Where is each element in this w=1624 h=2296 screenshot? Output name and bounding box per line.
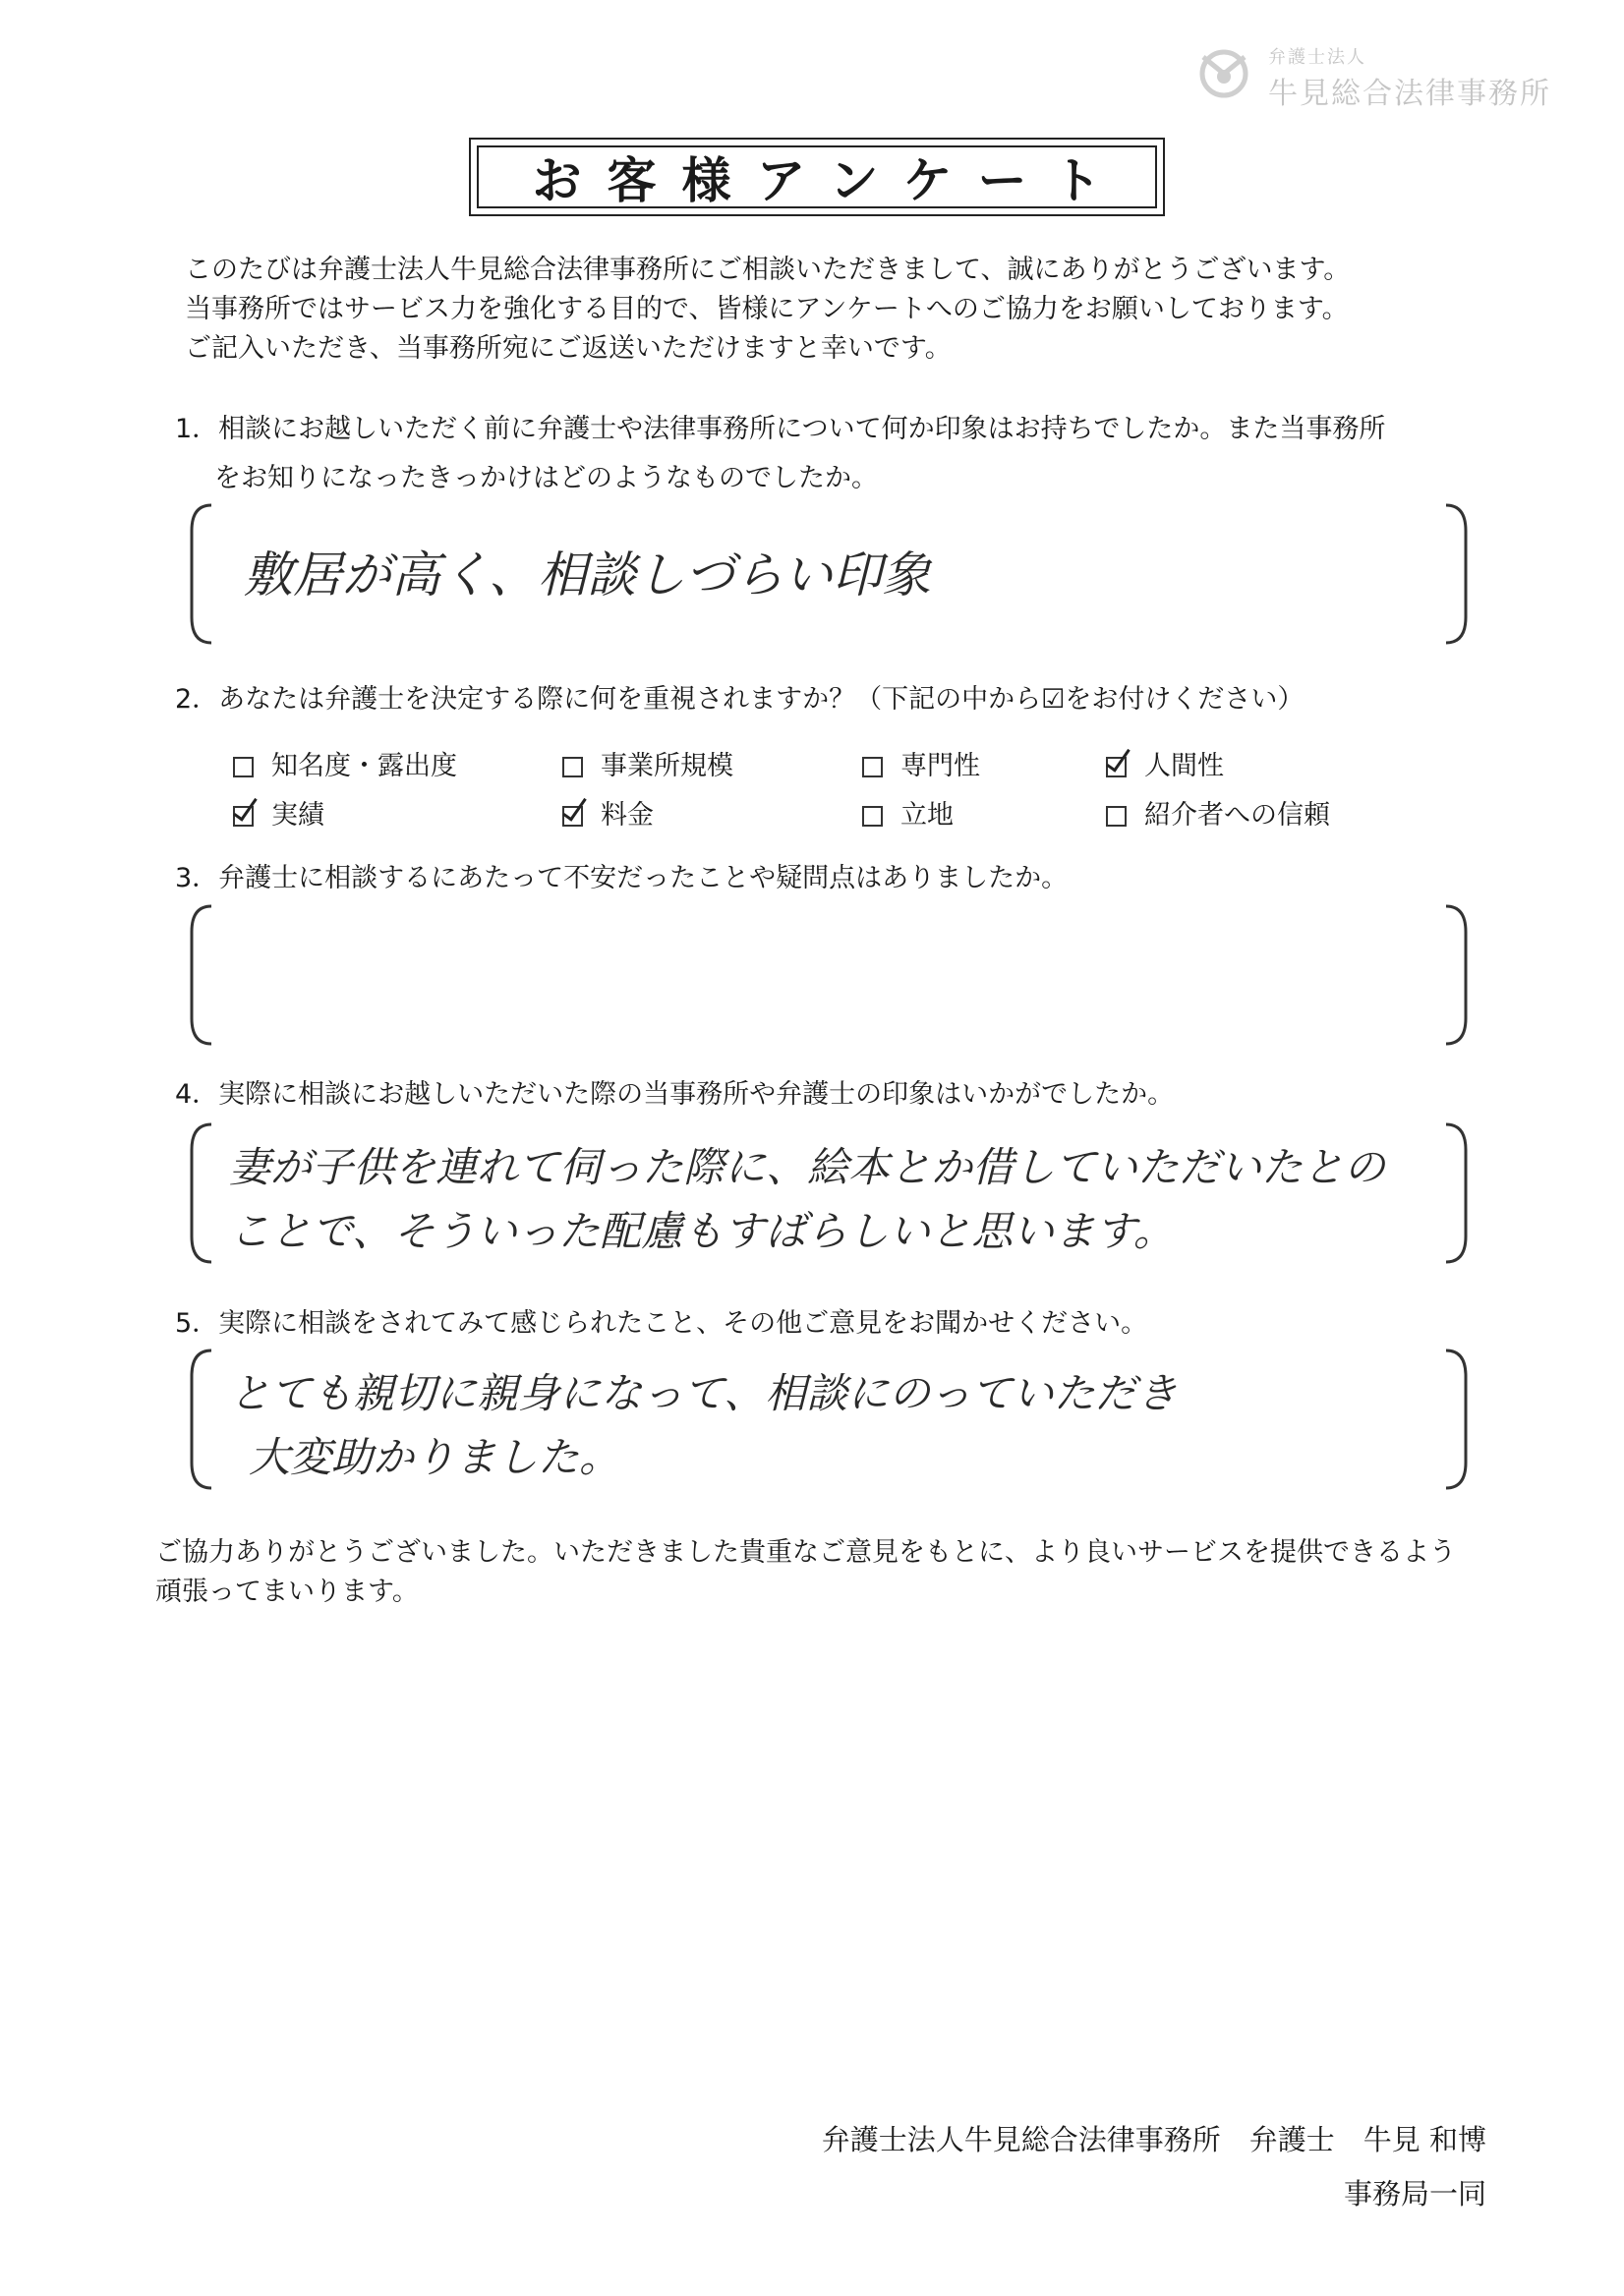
checkbox-location[interactable] xyxy=(862,806,883,827)
option-label: 紹介者への信頼 xyxy=(1144,800,1330,831)
answer-4-line-2: ことで、そういった配慮もすばらしいと思います。 xyxy=(229,1207,1175,1255)
checkbox-track-record[interactable] xyxy=(233,806,254,827)
option-office-size xyxy=(562,747,733,786)
option-label: 人間性 xyxy=(1144,751,1224,781)
answer-1-text: 敷居が高く、相談しづらい印象 xyxy=(244,546,931,603)
option-label: 立地 xyxy=(900,800,954,831)
intro-line: 当事務所ではサービス力を強化する目的で、皆様にアンケートへのご協力をお願いしております。 xyxy=(185,294,1349,324)
answer-5-line-1: とても親切に親身になって、相談にのっていただき xyxy=(229,1369,1178,1417)
firm-emblem-icon xyxy=(1189,39,1258,108)
survey-title-box xyxy=(469,138,1165,216)
option-expertise xyxy=(862,747,980,786)
office-staff: 事務局一同 xyxy=(1343,2177,1486,2210)
intro-line: ご記入いただき、当事務所宛にご返送いただけますと幸いです。 xyxy=(185,333,952,364)
option-referrer-trust xyxy=(1106,796,1330,835)
firm-logo xyxy=(1189,39,1563,111)
option-label: 専門性 xyxy=(900,751,980,781)
survey-title: お客様アンケート xyxy=(532,152,1128,209)
closing-line: ご協力ありがとうございました。いただきました貴重なご意見をもとに、より良いサービスを提供できるよう xyxy=(155,1537,1456,1568)
option-label: 知名度・露出度 xyxy=(271,751,457,781)
option-fees xyxy=(562,796,654,835)
question-2: 2．あなたは弁護士を決定する際に何を重視されますか？（下記の中から☑をお付けください） xyxy=(175,684,1305,715)
answer-3-brackets xyxy=(190,902,1468,1050)
checkbox-fees[interactable] xyxy=(562,806,583,827)
answer-4-area xyxy=(190,1120,1468,1268)
option-track-record xyxy=(233,796,324,835)
checkbox-office-size[interactable] xyxy=(562,757,583,777)
answer-5-line-2: 大変助かりました。 xyxy=(249,1433,621,1481)
question-3: 3．弁護士に相談するにあたって不安だったことや疑問点はありましたか。 xyxy=(175,863,1069,893)
intro-paragraph xyxy=(185,251,1350,369)
checkbox-referrer-trust[interactable] xyxy=(1106,806,1127,827)
option-label: 料金 xyxy=(601,800,654,831)
closing-paragraph xyxy=(155,1533,1456,1612)
question-5: 5．実際に相談をされてみて感じられたこと、その他ご意見をお聞かせください。 xyxy=(175,1308,1148,1339)
logo-subtitle: 弁護士法人 xyxy=(1268,47,1366,68)
answer-3-area[interactable] xyxy=(190,902,1468,1050)
closing-line: 頑張ってまいります。 xyxy=(155,1577,419,1607)
answer-5-area xyxy=(190,1347,1468,1494)
logo-firm-name: 牛見総合法律事務所 xyxy=(1268,77,1551,111)
option-name-recognition xyxy=(233,747,457,786)
option-personality xyxy=(1106,747,1224,786)
answer-1-area xyxy=(190,501,1468,649)
option-location xyxy=(862,796,954,835)
question-1-line-2: をお知りになったきっかけはどのようなものでしたか。 xyxy=(214,463,878,493)
question-4: 4．実際に相談にお越しいただいた際の当事務所や弁護士の印象はいかがでしたか。 xyxy=(175,1079,1175,1110)
checkbox-expertise[interactable] xyxy=(862,757,883,777)
question-1-line-1: 1．相談にお越しいただく前に弁護士や法律事務所について何か印象はお持ちでしたか。また当事務所 xyxy=(175,414,1386,444)
intro-line: このたびは弁護士法人牛見総合法律事務所にご相談いただきまして、誠にありがとうございます。 xyxy=(185,255,1351,285)
signature-line: 弁護士法人牛見総合法律事務所 弁護士 牛見 和博 xyxy=(821,2123,1486,2156)
answer-4-line-1: 妻が子供を連れて伺った際に、絵本とか借していただいたとの xyxy=(229,1143,1386,1191)
option-label: 実績 xyxy=(271,800,324,831)
checkbox-name-recognition[interactable] xyxy=(233,757,254,777)
checkbox-personality[interactable] xyxy=(1106,757,1127,777)
option-label: 事業所規模 xyxy=(601,751,733,781)
